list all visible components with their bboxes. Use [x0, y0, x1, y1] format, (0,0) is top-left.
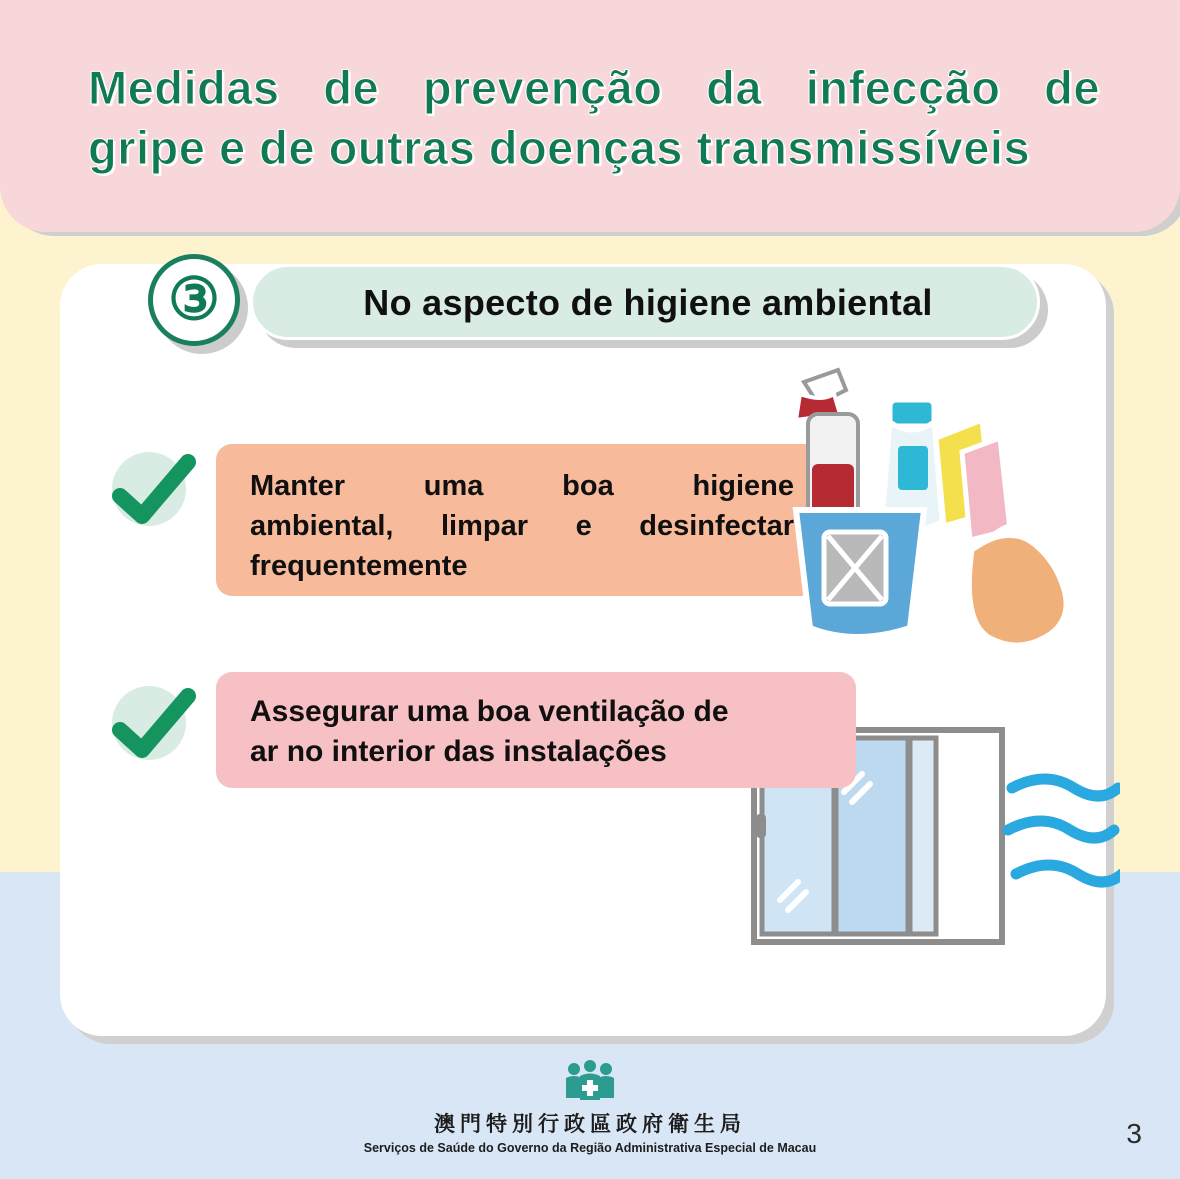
bullet-1-line2: ambiental, limpar e desinfectar [250, 510, 794, 542]
cleaning-supplies-bucket-illustration [786, 360, 1096, 660]
bullet-1-line1: Manter uma boa higiene [250, 470, 794, 502]
check-icon [104, 686, 200, 766]
bullet-item-1 [216, 444, 820, 596]
page-number: 3 [1126, 1118, 1142, 1149]
footer-org-name-pt: Serviços de Saúde do Governo da Região Administrativa Especial de Macau [363, 1141, 817, 1155]
page-title [88, 58, 1100, 178]
page-title-line1: Medidas de prevenção da infecção de [88, 61, 1100, 114]
section-number-badge: ③ [148, 254, 240, 346]
bullet-item-2 [216, 672, 856, 788]
footer [0, 1060, 1180, 1155]
check-icon [104, 452, 200, 532]
bullet-2-line1: Assegurar uma boa ventilação de [250, 695, 729, 728]
footer-org-name-cn: 澳門特別行政區政府衛生局 [434, 1113, 746, 1136]
health-bureau-logo [562, 1060, 618, 1104]
page-title-line2: gripe e de outras doenças transmissíveis [88, 121, 1031, 174]
section-title: No aspecto de higiene ambiental [363, 282, 933, 323]
bullet-1-line3: frequentemente [250, 550, 468, 582]
bullet-2-line2: ar no interior das instalações [250, 735, 667, 768]
